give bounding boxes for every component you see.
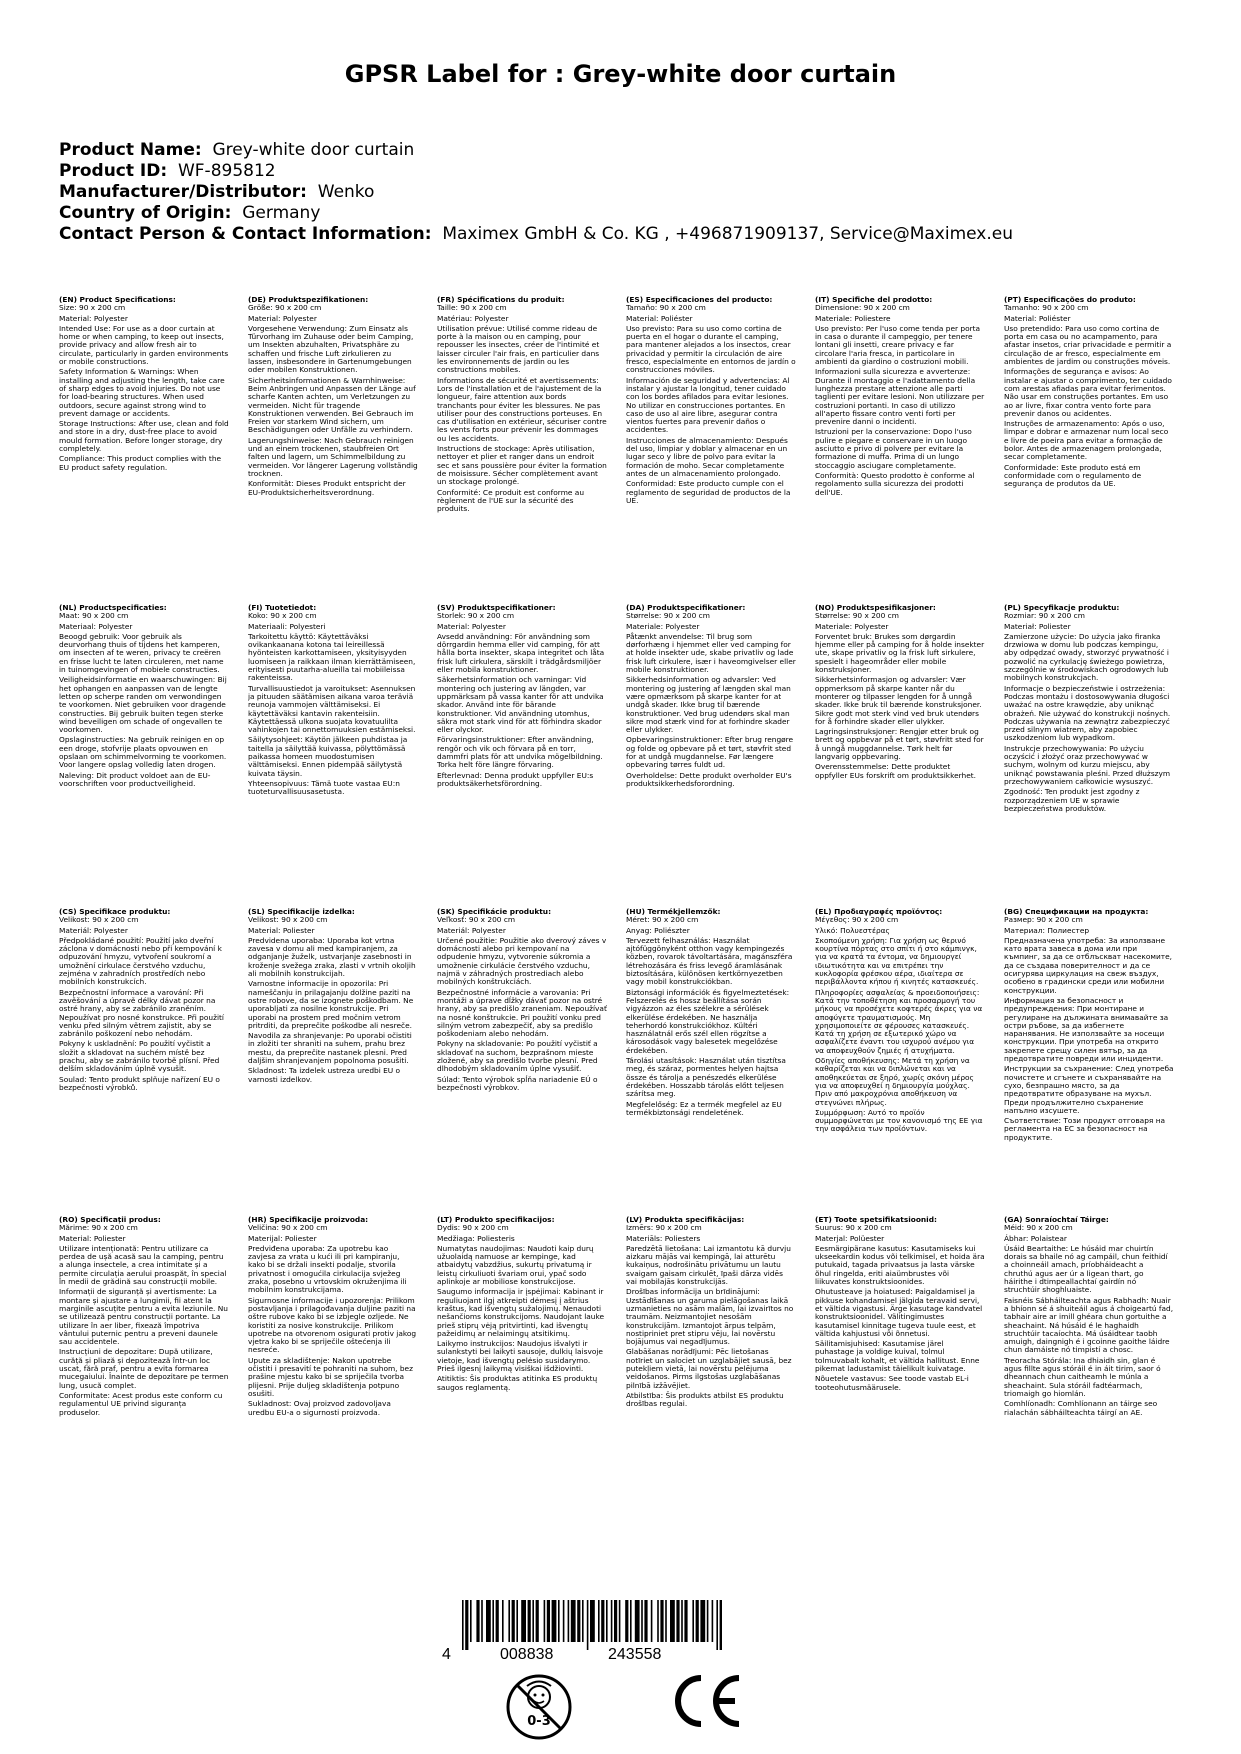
spec-block-line: Veiligheidsinformatie en waarschuwingen: Bij het ophangen en aanpassen van de lengte letten op scherpe randen om verwondingen te voorkomen. Niet gebruiken voor dragende constructies. Bij gebruik buiten tegen sterke wind beveiligen om schade of ongevallen te voorkomen. xyxy=(59,675,227,735)
spec-block-line: Drošības informācija un brīdinājumi: Uzstādīšanas un garuma pielāgošanas laikā uzmanieties no asām malām, lai izvairītos no traumām. Neizmantojiet nesošām konstrukcijām. Izmantojot ārpus telpām, nostipriniet pret stipru vēju, lai novērstu bojājumus vai negadījumus. xyxy=(626,1287,794,1347)
spec-block-header: (LT) Produkto specifikacijos: xyxy=(437,1216,555,1224)
spec-block xyxy=(1004,1216,1174,1419)
spec-block-line: Instructions de stockage: Après utilisation, nettoyer et plier et ranger dans un endroit sec et sans poussière pour éviter la formation de moisissure. Sécher complètement avant un stockage prolongé. xyxy=(437,444,607,487)
spec-block xyxy=(815,604,985,782)
spec-block-line: Laikymo instrukcijos: Naudojus išvalyti ir sulankstyti bei laikyti sausoje, dulkių laisvoje vietoje, kad išvengtų pelėsio susidarymo. Prieš ilgesnį laikymą visiškai išdžiovinti. xyxy=(437,1339,603,1374)
spec-block-header: (CS) Specifikace produktu: xyxy=(59,908,171,916)
info-country-of-origin: Country of Origin: Germany xyxy=(59,203,321,223)
spec-block-line: Naleving: Dit product voldoet aan de EU-voorschriften voor productveiligheid. xyxy=(59,770,211,788)
spec-block-line: Comhlíonadh: Comhlíonann an táirge seo rialachán sábháilteachta táirgí an AE. xyxy=(1004,1399,1158,1417)
svg-text:0-3: 0-3 xyxy=(527,1714,551,1729)
spec-block-line: Méid: 90 x 200 cm xyxy=(1004,1223,1073,1233)
spec-block-line: Glabāšanas norādījumi: Pēc lietošanas notīriet un salociet un uzglabājiet sausā, bez putekļiem vietā, lai novērstu pelējuma veidošanos. Pirms ilgstošas uzglabāšanas pilnībā izžāvējiet. xyxy=(626,1347,792,1390)
spec-block-line: Materjal: Polüester xyxy=(815,1233,885,1243)
spec-block xyxy=(1004,908,1174,1144)
spec-block-line: Dydis: 90 x 200 cm xyxy=(437,1223,509,1233)
spec-block-line: Materiale: Polyester xyxy=(815,621,889,631)
spec-block-line: Yhteensopivuus: Tämä tuote vastaa EU:n tuoteturvallisuusasetusta. xyxy=(248,778,400,797)
spec-block-line: Tamanho: 90 x 200 cm xyxy=(1004,303,1089,313)
spec-block-line: Material: Polyester xyxy=(248,313,317,323)
spec-block xyxy=(248,1216,418,1419)
spec-block-header: (DA) Produktspecifikationer: xyxy=(626,604,746,612)
spec-block-line: Overholdelse: Dette produkt overholder EU's produktsikkerhedsforordning. xyxy=(626,770,792,788)
spec-block-line: Informacje o bezpieczeństwie i ostrzeżenia: Podczas montażu i dostosowywania długości uważać na ostre krawędzie, aby uniknąć obrażeń. Nie używać do konstrukcji nośnych. Podczas używania na zewnątrz zabezpieczyć przed silnym wiatrem, aby zapobiec uszkodzeniom lub wypadkom. xyxy=(1004,683,1171,743)
spec-block-line: Maat: 90 x 200 cm xyxy=(59,611,129,621)
spec-block-header: (PL) Specyfikacje produktu: xyxy=(1004,604,1120,612)
spec-block-header: (NO) Produktspesifikasjoner: xyxy=(815,604,936,612)
spec-block-line: Material: Poliester xyxy=(59,1233,126,1243)
spec-block-line: Méret: 90 x 200 cm xyxy=(626,915,699,925)
spec-block-line: Storlek: 90 x 200 cm xyxy=(437,611,515,621)
spec-block xyxy=(248,604,418,799)
spec-block-line: Intended Use: For use as a door curtain at home or when camping, to keep out insects, provide privacy and allow fresh air to circulate, particularly in garden environments or mobile constructions. xyxy=(59,323,229,367)
spec-block-line: Informazioni sulla sicurezza e avvertenze: Durante il montaggio e l'adattamento della lunghezza prestare attenzione alle parti taglienti per evitare lesioni. Non utilizzare per costruzioni portanti. In caso di utilizzo all'aperto fissare contro venti forti per prevenire danni o incidenti. xyxy=(815,367,985,427)
spec-block-line: Istruzioni per la conservazione: Dopo l'uso pulire e piegare e conservare in un luogo asciutto e privo di polvere per evitare la formazione di muffa. Prima di un lungo stoccaggio asciugare completamente. xyxy=(815,427,972,470)
barcode-digits-last: 243558 xyxy=(608,1646,662,1663)
product-info xyxy=(59,140,1189,245)
spec-block-line: Sicherheitsinformationen & Warnhinweise: Beim Anbringen und Anpassen der Länge auf scharfe Kanten achten, um Verletzungen zu vermeiden. Nicht für tragende Konstruktionen verwenden. Bei Gebrauch im Freien vor starkem Wind sichern, um Beschädigungen oder Unfälle zu verhindern. xyxy=(248,375,416,435)
spec-block-line: Medžiaga: Poliesteris xyxy=(437,1233,515,1243)
spec-block-line: Tárolási utasítások: Használat után tisztítsa meg, és száraz, pormentes helyen hajtsa össze és tárolja a penészedés elkerülése érdekében. Hosszabb tárolás előtt teljesen szárítsa meg. xyxy=(626,1056,786,1099)
barcode-digits-middle: 008838 xyxy=(500,1646,554,1663)
spec-block-header: (FI) Tuotetiedot: xyxy=(248,604,317,612)
spec-block-header: (NL) Productspecificaties: xyxy=(59,604,167,612)
spec-block xyxy=(815,1216,985,1394)
spec-block-line: Beoogd gebruik: Voor gebruik als deurvorhang thuis of tijdens het kamperen, om insecten af te weren, privacy te creëren en frisse lucht te laten circuleren, met name in tuinomgevingen of mobiele constructies. xyxy=(59,631,224,675)
spec-block xyxy=(437,604,607,790)
spec-block-line: Turvallisuustiedot ja varoitukset: Asennuksen ja pituuden säätämisen aikana varoa teräviä reunoja vammojen välttämiseksi. Ei käytettäväksi kantavin rakenteisiin. Käytettäessä ulkona suojata kovatuulilta vahinkojen tai onnettomuuksien estämiseksi. xyxy=(248,683,416,735)
spec-block-line: Pokyny na skladovanie: Po použití vyčistiť a skladovať na suchom, bezprašnom mieste zložené, aby sa predišlo tvorbe plesní. Pred dlhodobým skladovaním úplne vysušiť. xyxy=(437,1039,598,1074)
spec-block-line: Informations de sécurité et avertissements: Lors de l'installation et de l'ajustement de la longueur, faire attention aux bords tranchants pour éviter les blessures. Ne pas utiliser pour des constructions porteuses. En cas d'utilisation en extérieur, sécuriser contre les vents forts pour prévenir les dommages ou les accidents. xyxy=(437,375,607,443)
spec-block-line: Materiaal: Polyester xyxy=(59,621,133,631)
spec-block-line: Overensstemmelse: Dette produktet oppfyller EUs forskrift om produktsikkerhet. xyxy=(815,762,977,780)
spec-block-line: Velikost: 90 x 200 cm xyxy=(248,915,328,925)
spec-block-line: Úsáid Beartaithe: Le húsáid mar chuirtín dorais sa bhaile nó ag campáil, chun feithidí a choinneáil amach, príobháideacht a chruthú agus aer úr a ligean thart, go háirithe i dtimpeallachtaí gairdín nó struchtúir shoghluaiste. xyxy=(1004,1243,1168,1295)
page-title: GPSR Label for : Grey-white door curtain xyxy=(344,60,897,88)
spec-block-header: (LV) Produkta specifikācijas: xyxy=(626,1216,745,1224)
spec-block-header: (RO) Specificații produs: xyxy=(59,1216,161,1224)
spec-block-line: Izmērs: 90 x 200 cm xyxy=(626,1223,702,1233)
spec-block xyxy=(437,1216,607,1394)
spec-block-line: Rozmiar: 90 x 200 cm xyxy=(1004,611,1085,621)
spec-block-line: Πληροφορίες ασφαλείας & προειδοποιήσεις: Κατά την τοποθέτηση και προσαρμογή του μήκους να προσέχετε κοφτερές άκρες για να αποφύγετε τραυματισμούς. Μη χρησιμοποιείτε σε φέρουσες κατασκευές. Κατά τη χρήση σε εξωτερικό χώρο να ασφαλίζετε έναντι του ισχυρού ανέμου για να αποφευχθούν ζημιές ή ατυχήματα. xyxy=(815,987,983,1055)
spec-block xyxy=(248,296,418,499)
spec-block-line: Ábhar: Polaistear xyxy=(1004,1233,1067,1243)
spec-block-line: Påtænkt anvendelse: Til brug som dørforhæng i hjemmet eller ved camping for at holde insekter ude, skabe privatliv og lade frisk luft cirkulere, især i haveomgivelser eller mobile konstruktioner. xyxy=(626,631,796,675)
spec-block-line: Biztonsági információk és figyelmeztetések: Felszerelés és hossz beállítása során vigyázzon az éles szélekre a sérülések elkerülése érdekében. Ne használja teherhordó konstrukciókhoz. Kültéri használatnál erős szél ellen rögzítse a károsodások vagy balesetek megelőzése érdekében. xyxy=(626,987,790,1055)
spec-block-line: Conformité: Ce produit est conforme au règlement de l'UE sur la sécurité des produits. xyxy=(437,487,585,514)
spec-block-line: Säilytysohjeet: Käytön jälkeen puhdistaa ja taitella ja säilyttää kuivassa, pölyttömässä paikassa homeen muodostumisen välttämiseksi. Ennen pidempää säilytystä kuivata täysin. xyxy=(248,735,408,778)
spec-block-line: Συμμόρφωση: Αυτό το προϊόν συμμορφώνεται με τον κανονισμό της ΕΕ για την ασφάλεια των προϊόντων. xyxy=(815,1107,983,1134)
spec-block-line: Предназначена употреба: За използване като врата завеса в дома или при къмпинг, за да се отблъскват насекомите, да се създава поверителност и да се осигурява циркулация на свеж въздух, особено в градински среди или мобилни конструкции. xyxy=(1004,935,1172,995)
spec-block-line: Materiál: Polyester xyxy=(59,925,128,935)
spec-block-line: Instrucciones de almacenamiento: Después del uso, limpiar y doblar y almacenar en un lugar seco y libre de polvo para evitar la formación de moho. Secar completamente antes de un almacenamiento prolongado. xyxy=(626,435,788,478)
spec-block-line: Compliance: This product complies with the EU product safety regulation. xyxy=(59,454,222,472)
spec-block-header: (BG) Спецификации на продукта: xyxy=(1004,908,1149,916)
spec-block-line: Opslaginstructies: Na gebruik reinigen en op een droge, stofvrije plaats opvouwen en opslaan om schimmelvorming te voorkomen. Voor langere opslag volledig laten drogen. xyxy=(59,735,227,770)
spec-block-header: (EN) Product Specifications: xyxy=(59,296,176,304)
spec-block-line: Uso previsto: Para su uso como cortina de puerta en el hogar o durante el camping, para mantener alejados a los insectos, crear privacidad y permitir la circulación de aire fresco, especialmente en entornos de jardín o construcciones móviles. xyxy=(626,323,796,375)
spec-block-line: Υλικό: Πολυεστέρας xyxy=(815,925,890,935)
spec-block-line: Sigurnosne informacije i upozorenja: Prilikom postavljanja i prilagođavanja duljine paziti na oštre rubove kako bi se izbjegle ozljede. Ne koristiti za nosive konstrukcije. Prilikom upotrebe na otvorenom osigurati protiv jakog vjetra kako bi se spriječile oštećenja ili nesreće. xyxy=(248,1295,417,1355)
info-product-name: Product Name: Grey-white door curtain xyxy=(59,140,415,160)
spec-block-header: (DE) Produktspezifikationen: xyxy=(248,296,369,304)
spec-block-line: Säkerhetsinformation och varningar: Vid montering och justering av längden, var uppmärksam på vassa kanter för att undvika skador. Använd inte för bärande konstruktioner. Vid användning utomhus, säkra mot stark vind för att förhindra skador eller olyckor. xyxy=(437,675,604,735)
spec-block-line: Materiale: Poliestere xyxy=(815,313,891,323)
spec-block-line: Storage Instructions: After use, clean and fold and store in a dry, dust-free place to avoid mould formation. Before longer storage, dry completely. xyxy=(59,419,229,454)
spec-block-line: Material: Poliester xyxy=(248,925,315,935)
spec-block-line: Konformität: Dieses Produkt entspricht der EU-Produktsicherheitsverordnung. xyxy=(248,479,406,497)
spec-block-line: Conformidad: Este producto cumple con el reglamento de seguridad de productos de la UE. xyxy=(626,479,791,505)
spec-block-header: (ET) Toote spetsifikatsioonid: xyxy=(815,1216,937,1224)
spec-block-line: Predviđena uporaba: Za upotrebu kao zavjesa za vrata u kući ili pri kampiranju, kako bi se držali insekti podalje, stvorila privatnost i omogućila cirkulacija svježeg zraka, posebno u vrtovskim okruženjima ili mobilnim konstrukcijama. xyxy=(248,1243,407,1295)
spec-block-line: Bezpečnostné informácie a varovania: Pri montáži a úprave dĺžky dávať pozor na ostré hrany, aby sa predišlo zraneniam. Nepoužívať na nosné konštrukcie. Pri použití vonku pred silným vetrom zabezpečiť, aby sa predišlo poškodeniam alebo nehodám. xyxy=(437,987,607,1039)
ce-mark-icon xyxy=(667,1672,743,1730)
spec-block-line: Atitiktis: Šis produktas atitinka ES produktų saugos reglamentą. xyxy=(437,1374,598,1392)
spec-block-line: Koko: 90 x 200 cm xyxy=(248,611,317,621)
spec-block-line: Nõuetele vastavus: See toode vastab EL-i tooteohutusmäärusele. xyxy=(815,1374,969,1392)
spec-block-line: Materiāls: Poliesters xyxy=(626,1233,701,1243)
spec-block-line: Treoracha Stórála: Ina dhiaidh sin, glan é agus fillte agus stóráil é in áit tirim, saor ó dheannach chun caitheamh le múnla a sheachaint. Sula stóráil fadtéarmach, triomaigh go hiomlán. xyxy=(1004,1355,1161,1398)
spec-block-line: Größe: 90 x 200 cm xyxy=(248,303,322,313)
spec-block-line: Bezpečnostní informace a varování: Při zavěšování a úpravě délky dávat pozor na ostré hrany, aby se zabránilo zraněním. Nepoužívat pro nosné konstrukce. Při použití venku před silným větrem zajistit, aby se zabránilo poškození nebo nehodám. xyxy=(59,987,224,1039)
spec-block-line: Størrelse: 90 x 200 cm xyxy=(815,611,899,621)
spec-block-line: Forventet bruk: Brukes som dørgardin hjemme eller på camping for å holde insekter ute, skape privatliv og la frisk luft sirkulere, spesielt i hageområder eller mobile konstruksjoner. xyxy=(815,631,985,675)
spec-block xyxy=(626,604,796,790)
spec-block-line: Pokyny k uskladnění: Po použití vyčistit a složit a skladovat na suchém místě bez prachu, aby se zabránilo tvorbě plísní. Před delším skladováním úplně vysušit. xyxy=(59,1039,220,1074)
spec-block-header: (SV) Produktspecifikationer: xyxy=(437,604,556,612)
spec-block-line: Opbevaringsinstruktioner: Efter brug rengøre og folde og opbevare på et tørt, støvfrit sted for at undgå mugdannelse. Før længere opbevaring tørres fuldt ud. xyxy=(626,735,794,770)
spec-block-line: Informații de siguranță și avertismente: La montare și ajustare a lungimii, fii atent la marginile ascuțite pentru a evita leziunile. Nu se utilizează pentru construcții portante. La utilizare în aer liber, fixează împotriva vântului puternic pentru a preveni daunele sau accidentele. xyxy=(59,1287,228,1347)
spec-block-line: Tamaño: 90 x 200 cm xyxy=(626,303,706,313)
spec-block xyxy=(1004,604,1174,815)
spec-block-line: Material: Polyester xyxy=(59,313,128,323)
spec-block-header: (FR) Spécifications du produit: xyxy=(437,296,565,304)
spec-block-line: Materiaali: Polyesteri xyxy=(248,621,326,631)
spec-block-line: Material: Poliéster xyxy=(1004,313,1071,323)
spec-block-line: Förvaringsinstruktioner: Efter användning, rengör och vik och förvara på en torr, dammfri plats för att undvika mögelbildning. Torka helt före längre förvaring. xyxy=(437,735,603,770)
spec-block-line: Megfelelőség: Ez a termék megfelel az EU termékbiztonsági rendeletének. xyxy=(626,1099,782,1117)
spec-block-header: (EL) Προδιαγραφές προϊόντος: xyxy=(815,908,943,916)
spec-block-line: Utilisation prévue: Utilisé comme rideau de porte à la maison ou en camping, pour repousser les insectes, créer de l'intimité et laisser circuler l'air frais, en particulier dans les environnements de jardin ou les constructions mobiles. xyxy=(437,323,600,375)
spec-block-line: Material: Polyester xyxy=(437,621,506,631)
spec-block-line: Súlad: Tento výrobok spĺňa nariadenie EÚ o bezpečnosti výrobkov. xyxy=(437,1074,598,1092)
spec-block-line: Taille: 90 x 200 cm xyxy=(437,303,507,313)
spec-block-line: Navodila za shranjevanje: Po uporabi očistiti in zložiti ter shraniti na suhem, prahu brez mestu, da preprečite nastanek plesni. Pred daljšim shranjevanjem popolnoma posušiti. xyxy=(248,1031,412,1066)
spec-block-header: (HR) Specifikacije proizvoda: xyxy=(248,1216,369,1224)
spec-block-line: Suurus: 90 x 200 cm xyxy=(815,1223,892,1233)
spec-block-line: Varnostne informacije in opozorila: Pri nameščanju in prilagajanju dolžine paziti na ostre robove, da se izognete poškodbam. Ne uporabljati za nosilne konstrukcije. Pri uporabi na prostem pred močnim vetrom pritrditi, da preprečite poškodbe ali nesreče. xyxy=(248,979,414,1030)
spec-block-line: Информация за безопасност и предупреждения: При монтиране и регулиране на дължината внимавайте за остри ръбове, за да избегнете наранявания. Не използвайте за носещи конструкции. При употреба на открито закрепете срещу силен вятър, за да предотвратите повреди или инциденти. xyxy=(1004,995,1169,1064)
spec-block-line: Conformidade: Este produto está em conformidade com o regulamento de segurança de produtos da UE. xyxy=(1004,462,1142,489)
spec-block xyxy=(626,908,796,1119)
spec-block-header: (HU) Termékjellemzők: xyxy=(626,908,721,916)
spec-block-line: Uso previsto: Per l'uso come tenda per porta in casa o durante il campeggio, per tenere lontani gli insetti, creare privacy e far circolare l'aria fresca, in particolare in ambienti da giardino o costruzioni mobili. xyxy=(815,323,981,367)
spec-block-line: Numatytas naudojimas: Naudoti kaip durų užuolaidą namuose ar kempinge, kad atbaidytų vabzdžius, sukurtų privatumą ir leistų cirkuliuoti švariam orui, ypač sodo aplinkoje ar mobiliose konstrukcijose. xyxy=(437,1243,594,1287)
spec-block-line: Tarkoitettu käyttö: Käytettäväksi ovikankaanana kotona tai leireillessä hyönteisten karkottamiseen, yksityisyyden luomiseen ja raikkaan ilman kierrättämiseen, erityisesti puutarha-alueilla tai mobiileissa rakenteissa. xyxy=(248,631,416,683)
spec-block xyxy=(1004,296,1174,491)
spec-block-line: Mărime: 90 x 200 cm xyxy=(59,1223,138,1233)
spec-block-line: Předpokládané použití: Použití jako dveřní záclona v domácnosti nebo při kempování k odpuzování hmyzu, vytvoření soukromí a umožnění cirkulace čerstvého vzduchu, zejména v zahradních prostředích nebo mobilních konstrukcích. xyxy=(59,935,222,987)
spec-block-line: Materiał: Poliester xyxy=(1004,621,1071,631)
spec-block-line: Instruções de armazenamento: Após o uso, limpar e dobrar e armazenar num local seco e livre de poeira para evitar a formação de bolor. Antes de armazenagem prolongada, secar completamente. xyxy=(1004,419,1169,462)
barcode xyxy=(442,1600,742,1663)
spec-block-line: Размер: 90 x 200 cm xyxy=(1004,915,1083,925)
spec-block-line: Skladnost: Ta izdelek ustreza uredbi EU o varnosti izdelkov. xyxy=(248,1066,401,1084)
spec-block-line: Predvidena uporaba: Uporaba kot vrtna zavesa v domu ali med kampiranjem, za odganjanje žuželk, ustvarjanje zasebnosti in kroženje svežega zraka, zlasti v vrtnih okoljih ali mobilnih konstrukcijah. xyxy=(248,935,416,979)
spec-block-line: Lagerungshinweise: Nach Gebrauch reinigen und an einem trockenen, staubfreien Ort falten und lagern, um Schimmelbildung zu vermeiden. Vor längerer Lagerung vollständig trocknen. xyxy=(248,435,418,478)
spec-block-line: Safety Information & Warnings: When installing and adjusting the length, take care of sharp edges to avoid injuries. Do not use for load-bearing structures. When used outdoors, secure against strong wind to prevent damage or accidents. xyxy=(59,367,225,418)
spec-block-line: Съответствие: Този продукт отговаря на регламента на ЕС за безопасност на продуктите. xyxy=(1004,1116,1166,1142)
not-suitable-for-children-0-3-icon xyxy=(505,1667,573,1747)
spec-block-line: Tervezett felhasználás: Használat ajtófüggönyként otthon vagy kempingezés közben, rovarok távoltartására, magánszféra létrehozására és friss levegő áramlásának biztosítására, különösen kertkörnyezetben vagy mobil konstrukciókban. xyxy=(626,935,793,987)
spec-block-line: Instrucțiuni de depozitare: După utilizare, curăță și pliază și depozitează într-un loc uscat, fără praf, pentru a evita formarea mucegaiului. Înainte de depozitare pe termen lung, usucă complet. xyxy=(59,1347,229,1390)
spec-block xyxy=(59,908,229,1094)
spec-block-line: Matériau: Polyester xyxy=(437,313,509,323)
spec-block-line: Størrelse: 90 x 200 cm xyxy=(626,611,710,621)
spec-block-line: Dimensione: 90 x 200 cm xyxy=(815,303,910,313)
spec-block-line: Materijal: Poliester xyxy=(248,1233,317,1243)
spec-block-header: (GA) Sonraíochtaí Táirge: xyxy=(1004,1216,1109,1224)
spec-block xyxy=(437,296,607,515)
spec-block xyxy=(626,296,796,507)
spec-block-line: Conformitate: Acest produs este conform cu regulamentul UE privind siguranța produselor. xyxy=(59,1390,223,1417)
spec-block-line: Efterlevnad: Denna produkt uppfyller EU:s produktsäkerhetsförordning. xyxy=(437,770,594,788)
spec-block-line: Materiale: Polyester xyxy=(626,621,700,631)
spec-block-line: Size: 90 x 200 cm xyxy=(59,303,126,313)
spec-block-line: Avsedd användning: För användning som dörrgardin hemma eller vid camping, för att hålla borta insekter, skapa integritet och låta frisk luft cirkulera, särskilt i trädgårdsmiljöer eller mobila konstruktioner. xyxy=(437,631,605,675)
spec-block-line: Saugumo informacija ir įspėjimai: Kabinant ir reguliuojant ilgį atkreipti dėmesį į aštrius kraštus, kad išvengtų sužalojimų. Nenaudoti nešančioms konstrukcijoms. Naudojant lauke prieš stiprų vėją pritvirtinti, kad išvengtų pažeidimų ar nelaimingų atsitikimų. xyxy=(437,1287,605,1338)
spec-block-line: Eesmärgipärane kasutus: Kasutamiseks kui ukseekardin kodus või telkimisel, et hoida ära putukaid, tagada privaatsus ja lasta värske õhul ringelda, eriti aiaümbrustes või liikuvates konstruktsioonides. xyxy=(815,1243,985,1287)
spec-block xyxy=(626,1216,796,1411)
spec-block-line: Материал: Полиестер xyxy=(1004,925,1090,935)
spec-block-line: Zamierzone użycie: Do użycia jako firanka drzwiowa w domu lub podczas kempingu, aby odpędzać owady, stworzyć prywatność i pozwolić na cyrkulację świeżego powietrza, szczególnie w środowiskach ogrodowych lub mobilnych konstrukcjach. xyxy=(1004,631,1169,683)
spec-block-line: Conformità: Questo prodotto è conforme al regolamento sulla sicurezza dei prodotti dell'UE. xyxy=(815,470,975,497)
spec-block-line: Οδηγίες αποθήκευσης: Μετά τη χρήση να καθαρίζεται και να διπλώνεται και να αποθηκεύεται σε ξηρό, χωρίς σκόνη μέρος για να αποφευχθεί η δημιουργία μούχλας. Πριν από μακροχρόνια αποθήκευση να στεγνώνει πλήρως. xyxy=(815,1056,974,1107)
spec-block-line: Upute za skladištenje: Nakon upotrebe očistiti i presavití te pohraniti na suhom, bez prašine mjestu kako bi se spriječila tvorba plijesni. Prije duljeg skladištenja potpuno osušiti. xyxy=(248,1355,413,1398)
spec-block-line: Paredzētā lietošana: Lai izmantotu kā durvju aizkaru mājās vai kempingā, lai atturētu kukaiņus, nodrošinātu privātumu un lautu svaigam gaisam cirkulēt, īpaši dārza vidēs vai mobilajās konstrukcijās. xyxy=(626,1243,791,1287)
spec-block-line: Atbilstība: Šis produkts atbilst ES produktu drošības regulai. xyxy=(626,1390,784,1409)
spec-block-line: Zgodność: Ten produkt jest zgodny z rozporządzeniem UE w sprawie bezpieczeństwa produktów. xyxy=(1004,787,1140,813)
spec-block-line: Sikkerhetsinformasjon og advarsler: Vær oppmerksom på skarpe kanter når du monterer og tilpasser lengden for å unngå skader. Ikke bruk til bærende konstruksjoner. Sikre godt mot sterk vind ved bruk utendørs for å forhindre skader eller ulykker. xyxy=(815,675,982,726)
spec-block-line: Información de seguridad y advertencias: Al instalar y ajustar la longitud, tener cuidado con los bordes afilados para evitar lesiones. No utilizar en construcciones portantes. En caso de uso al aire libre, asegurar contra vientos fuertes para prevenir daños o accidentes. xyxy=(626,375,790,435)
spec-block-header: (ES) Especificaciones del producto: xyxy=(626,296,773,304)
spec-block-line: Sukladnost: Ovaj proizvod zadovoljava uredbu EU-a o sigurnosti proizvoda. xyxy=(248,1399,391,1417)
spec-block-line: Určené použitie: Použitie ako dverový záves v domácnosti alebo pri kempovaní na odpudenie hmyzu, vytvorenie súkromia a umožnenie cirkulácie čerstvého vzduchu, najmä v záhradných prostrediach alebo mobilných konštrukciách. xyxy=(437,935,607,987)
spec-block-line: Veľkosť: 90 x 200 cm xyxy=(437,915,516,925)
spec-block-line: Instrukcje przechowywania: Po użyciu oczyścić i złożyć oraz przechowywać w suchym, wolnym od kurzu miejscu, aby uniknąć powstawania pleśni. Przed dłuższym przechowywaniem całkowicie wysuszyć. xyxy=(1004,743,1171,786)
spec-block-line: Sikkerhedsinformation og advarsler: Ved montering og justering af længden skal man være opmærksom på skarpe kanter for at undgå skader. Ikke brug til bærende konstruktioner. Ved brug udendørs skal man sikre mod stærk vind for at forhindre skader eller ulykker. xyxy=(626,675,791,735)
spec-block-line: Faisnéis Sábháilteachta agus Rabhadh: Nuair a bhíonn sé á shuiteáil agus á choigeartú fad, tabhair aire ar imill ghéara chun gortuithe a sheachaint. Ná húsáid é le haghaidh struchtúir tacaíochta. Má úsáidtear taobh amuigh, daingnigh é i gcoinne gaoithe láidre chun damáiste nó timpistí a chosc. xyxy=(1004,1295,1174,1355)
spec-block-line: Materiál: Polyester xyxy=(437,925,506,935)
spec-block-line: Material: Poliéster xyxy=(626,313,693,323)
info-product-id: Product ID: WF-895812 xyxy=(59,161,276,181)
info-contact: Contact Person & Contact Information: Maximex GmbH & Co. KG , +496871909137, Service@Maximex.eu xyxy=(59,224,1014,244)
spec-block xyxy=(815,296,985,499)
spec-block-header: (IT) Specifiche del prodotto: xyxy=(815,296,933,304)
spec-block-line: Σκοπούμενη χρήση: Για χρήση ως θερινό κουρτίνα πόρτας στο σπίτι ή στο κάμπινγκ, για να κρατά τα έντομα, να δημιουργεί ιδιωτικότητα και να επιτρέπει την κυκλοφορία φρέσκου αέρα, ιδιαίτερα σε περιβάλλοντα κήπου ή κινητές κατασκευές. xyxy=(815,935,979,987)
spec-block xyxy=(59,296,229,474)
spec-block-line: Informações de segurança e avisos: Ao instalar e ajustar o comprimento, ter cuidado com arestas afiadas para evitar ferimentos. Não usar em construções portantes. Em uso ao ar livre, fixar contra vento forte para prevenir danos ou acidentes. xyxy=(1004,367,1172,418)
spec-block-line: Μέγεθος: 90 x 200 cm xyxy=(815,915,899,925)
info-manufacturer: Manufacturer/Distributor: Wenko xyxy=(59,182,375,202)
spec-block-line: Vorgesehene Verwendung: Zum Einsatz als Türvorhang im Zuhause oder beim Camping, um Insekten abzuhalten, Privatsphäre zu schaffen und frische Luft zirkulieren zu lassen, insbesondere in Gartenumgebungen oder mobilen Konstruktionen. xyxy=(248,323,414,375)
spec-block-line: Säilitamisjuhised: Kasutamise järel puhastage ja voldige kuival, tolmul tolmuvabalt kohalt, et vältida hallitust. Enne pikemat ladustamist täielikult kuivatage. xyxy=(815,1339,980,1374)
spec-block-header: (PT) Especificações do produto: xyxy=(1004,296,1136,304)
spec-block-line: Anyag: Poliészter xyxy=(626,925,690,935)
spec-block-header: (SK) Špecifikácie produktu: xyxy=(437,908,552,916)
spec-block xyxy=(437,908,607,1094)
spec-block-line: Инструкции за съхранение: След употреба почистете и сгънете и съхранявайте на сухо, безпрашно място, за да предотвратите образуване на мухъл. Преди продължително съхранение напълно изсушете. xyxy=(1004,1064,1174,1115)
spec-block-header: (SL) Specifikacije izdelka: xyxy=(248,908,355,916)
spec-block-line: Velikost: 90 x 200 cm xyxy=(59,915,139,925)
spec-block xyxy=(248,908,418,1086)
barcode-bars xyxy=(462,1600,722,1650)
spec-block-line: Soulad: Tento produkt splňuje nařízení EU o bezpečnosti výrobků. xyxy=(59,1074,220,1092)
spec-block-line: Uso pretendido: Para uso como cortina de porta em casa ou no acampamento, para afastar insetos, criar privacidade e permitir a circulação de ar fresco, especialmente em ambientes de jardim ou construções móveis. xyxy=(1004,323,1172,367)
spec-block xyxy=(815,908,985,1136)
spec-block-line: Utilizare intenționată: Pentru utilizare ca perdea de ușă acasă sau la camping, pentru a alunga insectele, a crea intimitate și a permite circulația aerului proaspăt, în special în medii de grădină sau construcții mobile. xyxy=(59,1243,227,1287)
spec-block-line: Veličina: 90 x 200 cm xyxy=(248,1223,328,1233)
barcode-digit-first: 4 xyxy=(442,1646,451,1663)
spec-block xyxy=(59,604,229,790)
spec-block-line: Ohutusteave ja hoiatused: Paigaldamisel ja pikkuse kohandamisel jälgida teravaid servi, et vältida vigastusi. Ärge kasutage kandvatel konstruktsioonidel. Välitingimustes kasutamisel kinnitage tugeva tuule eest, et vältida kahjustusi või õnnetusi. xyxy=(815,1287,983,1338)
spec-block xyxy=(59,1216,229,1419)
spec-block-line: Lagringsinstruksjoner: Rengjør etter bruk og brett og oppbevar på et tørt, støvfritt sted for å unngå muggdannelse. Tørk helt før langvarig oppbevaring. xyxy=(815,727,984,762)
